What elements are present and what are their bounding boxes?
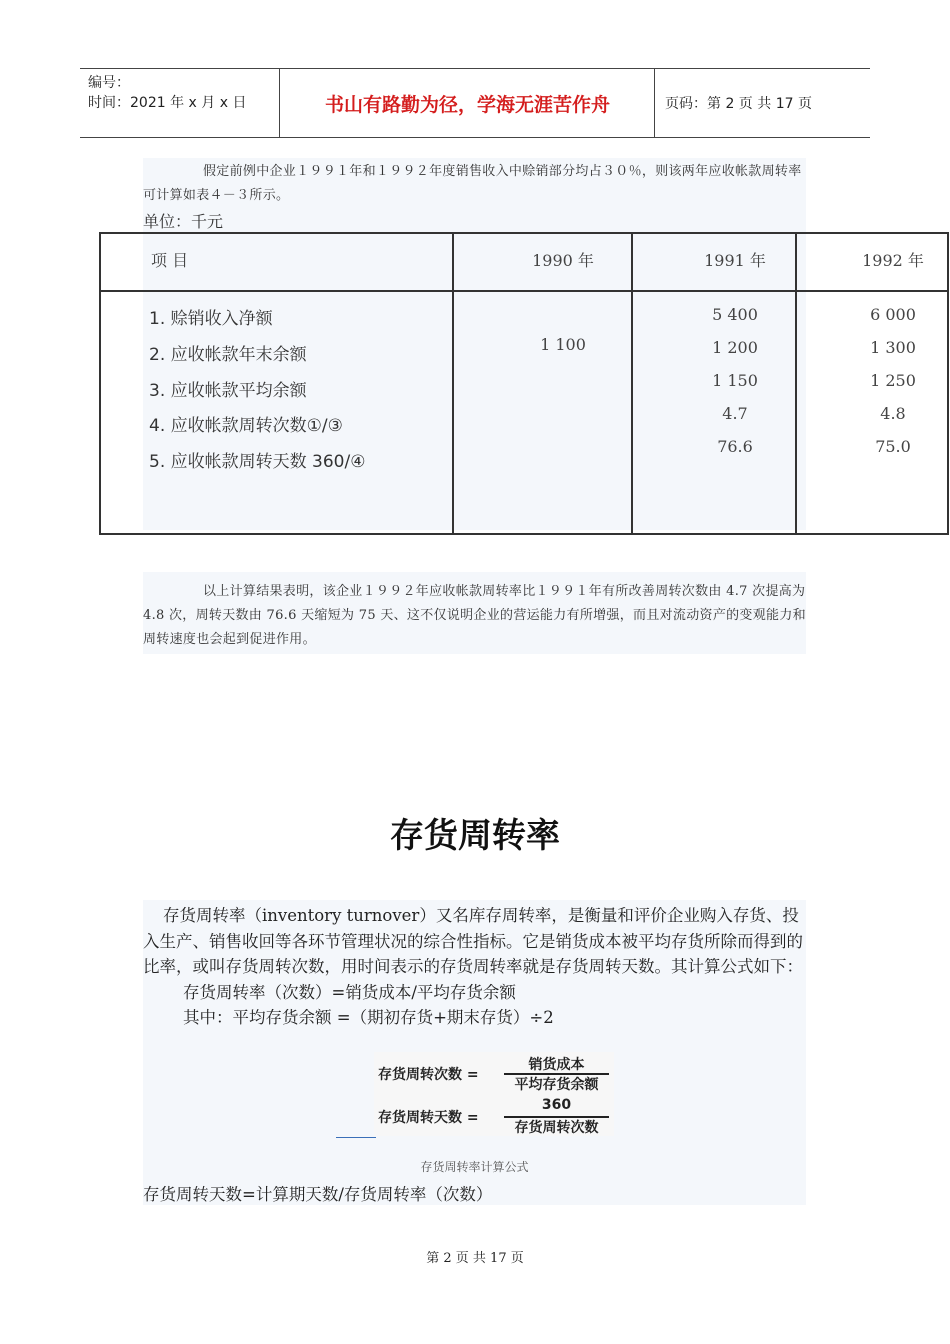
section-title: 存货周转率 xyxy=(390,816,560,856)
conclusion-paragraph: 以上计算结果表明，该企业１９９２年应收帐款周转率比１９９１年有所改善周转次数由 4.7 次提高为 4.8 次，周转天数由 76.6 天缩短为 75 天、这不仅说明企业的营运能力有所增强，而且对流动资产的变观能力和周转速度也会起到促进作用。 xyxy=(143,584,806,647)
cell-1991: 5 400 xyxy=(712,305,758,324)
row-label: 3. 应收帐款平均余额 xyxy=(149,381,307,401)
row-label: 2. 应收帐款年末余额 xyxy=(149,345,307,365)
receivables-table xyxy=(99,232,949,535)
cell-1992: 1 250 xyxy=(870,371,916,390)
inventory-definition xyxy=(143,903,806,1031)
cell-1992: 6 000 xyxy=(870,305,916,324)
formula1-left: 存货周转次数 = xyxy=(378,1067,479,1083)
formula2-numerator: 360 xyxy=(541,1097,572,1113)
days-formula: 存货周转天数=计算期天数/存货周转率（次数） xyxy=(143,1185,493,1204)
column-header-1990: 1990 年 xyxy=(532,251,594,270)
table-header-divider xyxy=(101,290,947,292)
time-label: 时间：2021 年 x 月 x 日 xyxy=(88,95,247,111)
cell-1991: 4.7 xyxy=(722,404,748,423)
underline-link[interactable] xyxy=(336,1137,376,1138)
header-page-label: 页码：第 2 页 共 17 页 xyxy=(665,96,812,112)
header-meta xyxy=(80,69,280,137)
column-header-1991: 1991 年 xyxy=(704,251,766,270)
column-header-item: 项 目 xyxy=(151,251,189,270)
formula-caption: 存货周转率计算公式 xyxy=(420,1160,529,1174)
formula1-numerator: 销货成本 xyxy=(528,1057,585,1073)
cell-1992: 75.0 xyxy=(875,437,911,456)
cell-1992: 1 300 xyxy=(870,338,916,357)
table-divider xyxy=(795,234,797,533)
cell-1991: 76.6 xyxy=(717,437,753,456)
definition-paragraph: 存货周转率（inventory turnover）又名库存周转率，是衡量和评价企业购入存货、投入生产、销售收回等各环节管理状况的综合性指标。它是销货成本被平均存货所除而得到的比率，或叫存货周转次数，用时间表示的存货周转率就是存货周转天数。其计算公式如下： xyxy=(143,906,803,976)
formula-text-2: 其中：平均存货余额 =（期初存货+期末存货）÷2 xyxy=(183,1008,554,1027)
formula2-denominator: 存货周转次数 xyxy=(514,1120,599,1136)
number-label: 编号： xyxy=(88,75,130,91)
unit-label: 单位：千元 xyxy=(143,212,224,231)
cell-1991: 1 200 xyxy=(712,338,758,357)
formula1-denominator: 平均存货余额 xyxy=(514,1077,599,1093)
row-label: 1. 赊销收入净额 xyxy=(149,309,273,329)
page-footer: 第 2 页 共 17 页 xyxy=(426,1251,524,1266)
table-divider xyxy=(631,234,633,533)
formula-image xyxy=(374,1052,614,1136)
column-header-1992: 1992 年 xyxy=(862,251,924,270)
row-label: 4. 应收帐款周转次数①/③ xyxy=(149,416,343,436)
formula-text-1: 存货周转率（次数）=销货成本/平均存货余额 xyxy=(183,982,516,1002)
header-motto: 书山有路勤为径，学海无涯苦作舟 xyxy=(281,69,655,137)
table-divider xyxy=(452,234,454,533)
cell-1992: 4.8 xyxy=(880,404,906,423)
intro-paragraph: 假定前例中企业１９９１年和１９９２年度销售收入中赊销部分均占３０％，则该两年应收帐款周转率可计算如表４－３所示。 xyxy=(143,164,802,203)
cell-1990: 1 100 xyxy=(540,335,586,354)
row-label: 5. 应收帐款周转天数 360/④ xyxy=(149,452,366,472)
cell-1991: 1 150 xyxy=(712,371,758,390)
formula2-left: 存货周转天数 = xyxy=(378,1110,479,1126)
page-header xyxy=(80,68,870,138)
